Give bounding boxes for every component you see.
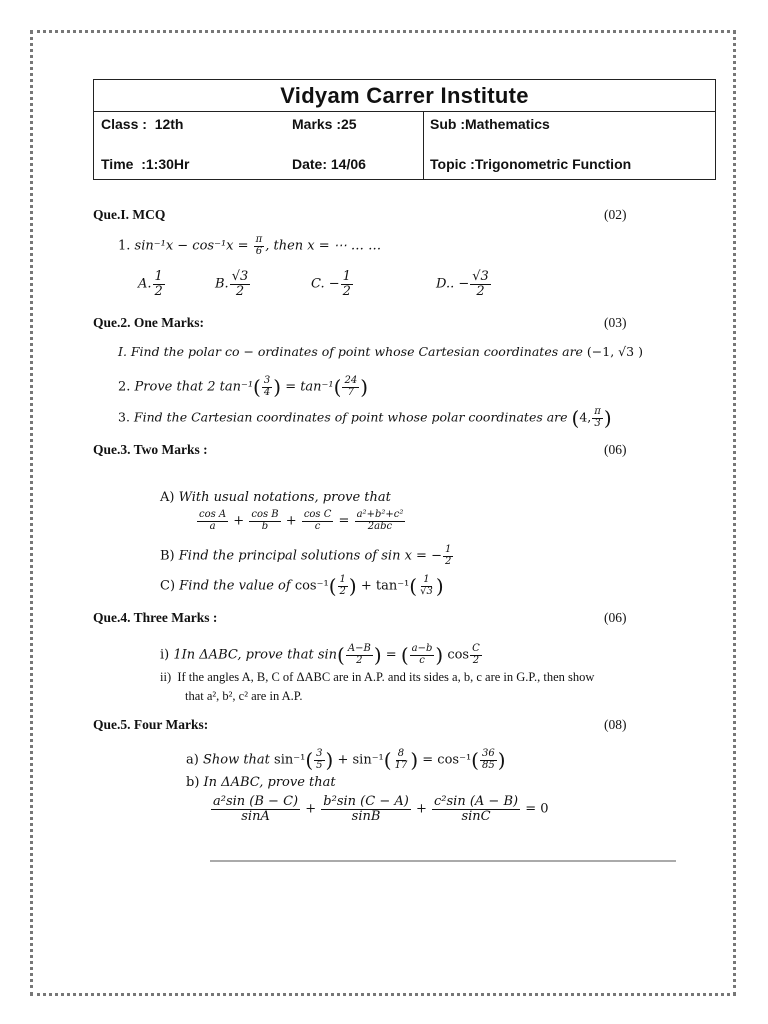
q1-item1-suffix: , then x = ⋯ … … bbox=[265, 238, 382, 254]
q1-title: Que.I. MCQ bbox=[93, 207, 166, 222]
q2-title: Que.2. One Marks: bbox=[93, 315, 204, 330]
q4-marks: (06) bbox=[604, 610, 627, 625]
q1-marks: (02) bbox=[604, 207, 627, 222]
q2-marks: (03) bbox=[604, 315, 627, 330]
q1-option-a: A. $\frac{1}{2}$ bbox=[138, 269, 163, 299]
q4-item-ii: ii) If the angles A, B, C of ΔABC are in A.P. and its sides a, b, c are in G.P., then show bbox=[160, 670, 595, 684]
q1-item1-prefix: sin⁻¹x − cos⁻¹x = bbox=[134, 238, 249, 254]
q5-item-b: b) In ΔABC, prove that bbox=[186, 775, 336, 790]
q1-option-c: C. − $\frac{1}{2}$ bbox=[311, 269, 351, 299]
institute-name: Vidyam Carrer Institute bbox=[94, 80, 715, 112]
q3-item-c: C) Find the value of cos⁻¹( $\frac{1}{2}$ ) + tan⁻¹( $\frac{1}{√3}$ ) bbox=[160, 574, 444, 598]
q1-item1-frac: $\frac{\pi}{6}$ bbox=[255, 234, 263, 257]
bottom-rule bbox=[210, 860, 676, 862]
subject-label: Sub :Mathematics bbox=[430, 116, 550, 132]
time-label: Time :1:30Hr bbox=[101, 156, 190, 172]
q5-item-a: a) Show that sin⁻¹( $\frac{3}{5}$ ) + sin⁻¹( $\frac{8}{17}$ ) = cos⁻¹( $\frac{36}{85}$ ) bbox=[186, 748, 506, 772]
q3-item-b: B) Find the principal solutions of sin x = − $\frac{1}{2}$ bbox=[160, 544, 452, 567]
q2-item1: I. Find the polar co − ordinates of point whose Cartesian coordinates are (−1, √3 ) bbox=[118, 344, 643, 359]
q1-option-b: B. $\frac{√3}{2}$ bbox=[215, 269, 249, 299]
q1-item1-num: 1. bbox=[118, 238, 131, 254]
q2-item2: 2. Prove that 2 tan⁻¹( $\frac{3}{4}$ ) = tan⁻¹( $\frac{24}{7}$ ) bbox=[118, 375, 368, 399]
q5-item-b-equation: $\frac{\text{a²sin (B − C)}}{\sin A}$ + $\frac{\text{b²sin (C − A)}}{\sin B}$ + $\frac{\text{c²sin (A − B)}}{\sin C}$ = 0 bbox=[213, 794, 549, 824]
q2-item1-value: (−1, √3 ) bbox=[586, 344, 643, 359]
q3-marks: (06) bbox=[604, 442, 627, 457]
q3-item-a-equation: $\frac{\text{cos A}}{a}$ + $\frac{\text{cos B}}{b}$ + $\frac{\text{cos C}}{c}$ = $\frac{\text{a²+b²+c²}}{\text{2abc}}$ bbox=[199, 509, 404, 532]
q4-item-i: i) 1In ΔABC, prove that sin( $\frac{A-B}{2}$ ) = ( $\frac{a-b}{c}$ ) cos $\frac{C}{2}$ bbox=[160, 643, 480, 667]
class-label: Class : 12th bbox=[101, 116, 184, 132]
q1-item1 bbox=[118, 235, 381, 257]
q3-item-a: A) With usual notations, prove that bbox=[160, 490, 391, 505]
q3-title: Que.3. Two Marks : bbox=[93, 442, 208, 457]
date-label: Date: 14/06 bbox=[292, 156, 366, 172]
q5-marks: (08) bbox=[604, 717, 627, 732]
marks-label: Marks :25 bbox=[292, 116, 357, 132]
q4-item-ii-line1: If the angles A, B, C of ΔABC are in A.P. and its sides a, b, c are in G.P., then show bbox=[177, 670, 595, 684]
q5-title: Que.5. Four Marks: bbox=[93, 717, 209, 732]
q2-item3: 3. Find the Cartesian coordinates of point whose polar coordinates are (4, $\frac{\pi}{3}$ ) bbox=[118, 406, 612, 430]
q4-title: Que.4. Three Marks : bbox=[93, 610, 218, 625]
q4-item-ii-line2: that a², b², c² are in A.P. bbox=[185, 689, 303, 703]
q1-option-d: D.. − $\frac{√3}{2}$ bbox=[436, 269, 489, 299]
topic-label: Topic :Trigonometric Function bbox=[430, 156, 632, 172]
header-divider bbox=[423, 112, 424, 180]
header-table bbox=[93, 79, 716, 180]
